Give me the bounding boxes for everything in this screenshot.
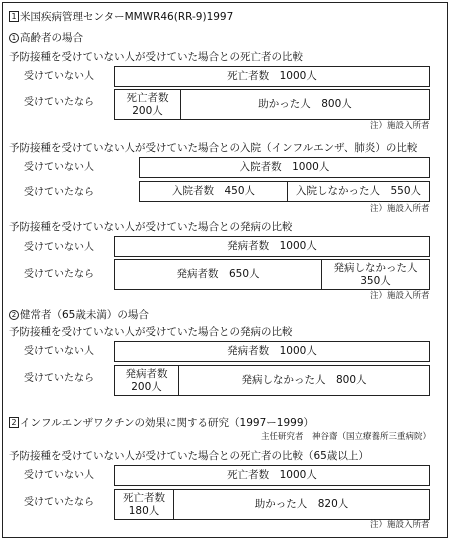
group-2-heading bbox=[9, 310, 149, 321]
chart-4-segment-a-line-1: 発病者数 bbox=[125, 368, 168, 381]
heading-2 bbox=[9, 417, 314, 429]
chart-5-row-received-label: 受けていたなら bbox=[24, 497, 94, 508]
chart-4-segment-a-line-2: 200人 bbox=[131, 380, 162, 393]
chart-2-row-not-received-label: 受けていない人 bbox=[24, 162, 94, 173]
chart-3-segment-b-line-2: 350人 bbox=[360, 274, 391, 287]
chart-3-bar-not-received bbox=[114, 236, 430, 257]
chart-1-segment-a-line-1: 死亡者数 bbox=[126, 92, 169, 105]
chart-2-bar-not-received bbox=[139, 157, 430, 178]
chart-2-bar-received bbox=[139, 181, 430, 202]
chart-5-segment-a-line-1: 死亡者数 bbox=[123, 492, 165, 505]
group-2-badge: 2 bbox=[9, 310, 19, 320]
chart-1-segment-a bbox=[115, 90, 180, 119]
chart-5-segment-b: 助かった人 820人 bbox=[173, 490, 429, 519]
chart-3-bar-received bbox=[114, 259, 430, 290]
chart-1-bar-not-received bbox=[114, 66, 430, 87]
chart-3-row-not-received-label: 受けていない人 bbox=[24, 242, 94, 253]
chart-2-note: 注）施設入所者 bbox=[370, 204, 430, 214]
heading-1-badge: 1 bbox=[9, 11, 19, 22]
group-1-label: 高齢者の場合 bbox=[20, 32, 83, 44]
heading-2-badge: 2 bbox=[9, 417, 19, 428]
chart-1-bar-received bbox=[114, 89, 430, 120]
chart-5-bar-received bbox=[114, 489, 430, 520]
chart-2-segment-a: 入院者数 450人 bbox=[171, 185, 256, 198]
chart-4-row-received-label: 受けていたなら bbox=[24, 373, 94, 384]
chart-2-segment-total: 入院者数 1000人 bbox=[239, 161, 330, 174]
chart-4-title: 予防接種を受けていない人が受けていた場合との発病の比較 bbox=[9, 326, 293, 338]
chart-1-title: 予防接種を受けていない人が受けていた場合との死亡者の比較 bbox=[9, 51, 303, 63]
chart-5-title: 予防接種を受けていない人が受けていた場合との死亡者の比較（65歳以上） bbox=[9, 450, 369, 462]
heading-1 bbox=[9, 11, 233, 23]
chart-5-bar-not-received bbox=[114, 465, 430, 486]
chart-5-note: 注）施設入所者 bbox=[370, 520, 430, 530]
chart-3-segment-b bbox=[321, 260, 429, 289]
chart-4-segment-total: 発病者数 1000人 bbox=[227, 345, 317, 358]
chart-5-row-not-received-label: 受けていない人 bbox=[24, 470, 94, 481]
heading-1-text: 米国疾病管理センターMMWR46(RR-9)1997 bbox=[20, 11, 234, 23]
chart-2-segment-b: 入院しなかった人 550人 bbox=[287, 182, 429, 201]
chart-3-segment-total: 発病者数 1000人 bbox=[227, 240, 317, 253]
chart-1-segment-a-line-2: 200人 bbox=[132, 104, 163, 117]
group-1-badge: 1 bbox=[9, 33, 19, 43]
heading-2-text: インフルエンザワクチンの効果に関する研究（1997ー1999） bbox=[20, 417, 314, 429]
chart-1-note: 注）施設入所者 bbox=[370, 121, 430, 131]
group-1-heading bbox=[9, 33, 83, 44]
chart-4-bar-not-received bbox=[114, 341, 430, 362]
chart-1-row-received-label: 受けていたなら bbox=[24, 97, 94, 108]
chart-3-segment-a: 発病者数 650人 bbox=[176, 268, 260, 281]
chart-4-row-not-received-label: 受けていない人 bbox=[24, 346, 94, 357]
chart-2-row-received-label: 受けていたなら bbox=[24, 187, 94, 198]
investigator: 主任研究者 神谷齋（国立療養所三重病院） bbox=[261, 432, 432, 442]
chart-1-segment-b: 助かった人 800人 bbox=[180, 90, 429, 119]
chart-3-row-received-label: 受けていたなら bbox=[24, 269, 94, 280]
chart-4-segment-a bbox=[115, 366, 178, 395]
chart-3-title: 予防接種を受けていない人が受けていた場合との発病の比較 bbox=[9, 221, 293, 233]
chart-1-segment-total: 死亡者数 1000人 bbox=[227, 70, 317, 83]
chart-5-segment-total: 死亡者数 1000人 bbox=[227, 469, 317, 482]
chart-5-segment-a bbox=[115, 490, 173, 519]
chart-3-note: 注）施設入所者 bbox=[370, 291, 430, 301]
group-2-label: 健常者（65歳未満）の場合 bbox=[20, 309, 149, 321]
chart-2-title: 予防接種を受けていない人が受けていた場合との入院（インフルエンザ、肺炎）の比較 bbox=[9, 142, 418, 154]
chart-4-segment-b: 発病しなかった人 800人 bbox=[178, 366, 429, 395]
chart-3-segment-b-line-1: 発病しなかった人 bbox=[333, 262, 418, 275]
chart-1-row-not-received-label: 受けていない人 bbox=[24, 71, 94, 82]
chart-5-segment-a-line-2: 180人 bbox=[128, 504, 160, 517]
chart-4-bar-received bbox=[114, 365, 430, 396]
